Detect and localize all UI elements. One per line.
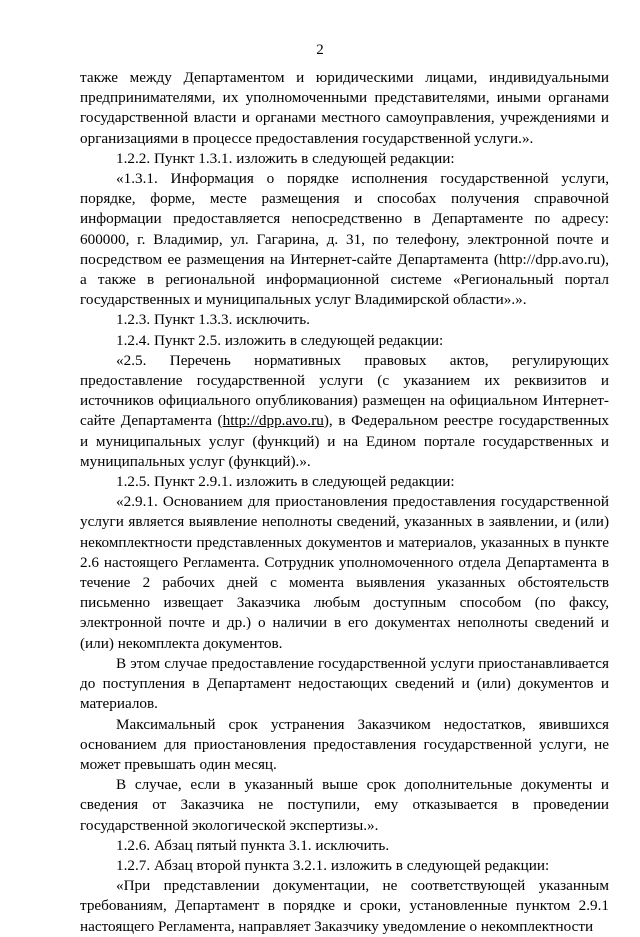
document-body [80, 68, 609, 937]
paragraph-item-1-2-7: 1.2.7. Абзац второй пункта 3.2.1. изложить в следующей редакции: [116, 856, 550, 874]
paragraph-quote-3-2-1: «При представлении документации, не соответствующей указанным требованиям, Департамент в порядке и сроки, установленные пунктом 2.9.1 настоящего Регламента, направляет Заказчику уведомление о некомплектности [80, 877, 609, 935]
paragraph-item-1-2-3: 1.2.3. Пункт 1.3.3. исключить. [116, 311, 310, 329]
paragraph-suspension: В этом случае предоставление государственной услуги приостанавливается до поступления в Департамент недостающих сведений и (или) документов и материалов. [80, 654, 609, 713]
paragraph-item-1-2-6: 1.2.6. Абзац пятый пункта 3.1. исключить. [116, 836, 390, 854]
paragraph-refusal: В случае, если в указанный выше срок дополнительные документы и сведения от Заказчика не поступили, ему отказывается в проведении государственной экологической экспертизы.». [80, 776, 609, 834]
paragraph-item-1-2-4: 1.2.4. Пункт 2.5. изложить в следующей редакции: [116, 331, 444, 349]
paragraph-text-after-link: ), в Федеральном реестре государственных и муниципальных услуг (функций) и на Едином портале государственных и муниципальных услуг (функций).». [80, 412, 610, 470]
paragraph-continuation: также между Департаментом и юридическими лицами, индивидуальными предпринимателями, их уполномоченными представителями, иными органами государственной власти и органами местного самоуправления, учреждениями и организациями в процессе предоставления государственной услуги.». [80, 69, 609, 147]
paragraph-item-1-2-2: 1.2.2. Пункт 1.3.1. изложить в следующей редакции: [116, 149, 455, 167]
page-number: 2 [316, 42, 324, 58]
paragraph-quote-2-5 [80, 351, 609, 472]
paragraph-text-before-link: «2.5. Перечень нормативных правовых актов, регулирующих предоставление государственной услуги (с указанием их реквизитов и источников официального опубликования) размещен на официальном Интернет-сайте Департамента ( [80, 351, 609, 430]
paragraph-quote-1-3-1: «1.3.1. Информация о порядке исполнения государственной услуги, порядке, форме, месте размещения и способах получения справочной информации предоставляется непосредственно в Департаменте по адресу: 600000, г. Владимир, ул. Гагарина, д. 31, по телефону, электронной почте и посредством ее размещения на Интернет-сайте Департамента (http://dpp.avo.ru), а также в региональной информационной системе «Региональный портал государственных и муниципальных услуг Владимирской области».». [80, 170, 609, 309]
paragraph-item-1-2-5: 1.2.5. Пункт 2.9.1. изложить в следующей редакции: [116, 473, 455, 491]
paragraph-quote-2-9-1: «2.9.1. Основанием для приостановления предоставления государственной услуги является выявление неполноты сведений, указанных в заявлении, и (или) некомплектности представленных документов и материалов, указанных в пункте 2.6 настоящего Регламента. Сотрудник уполномоченного отдела Департамента в течение 2 рабочих дней с момента выявления указанных обстоятельств письменно извещает Заказчика любым доступным способом (по факсу, электронной почте и др.) о наличии в его документах неполноты сведений и (или) некомплекта документов. [80, 493, 609, 652]
website-link[interactable]: http://dpp.avo.ru [222, 412, 324, 430]
paragraph-max-term: Максимальный срок устранения Заказчиком недостатков, явившихся основанием для приостановления предоставления государственной услуги, не может превышать один месяц. [80, 715, 609, 773]
